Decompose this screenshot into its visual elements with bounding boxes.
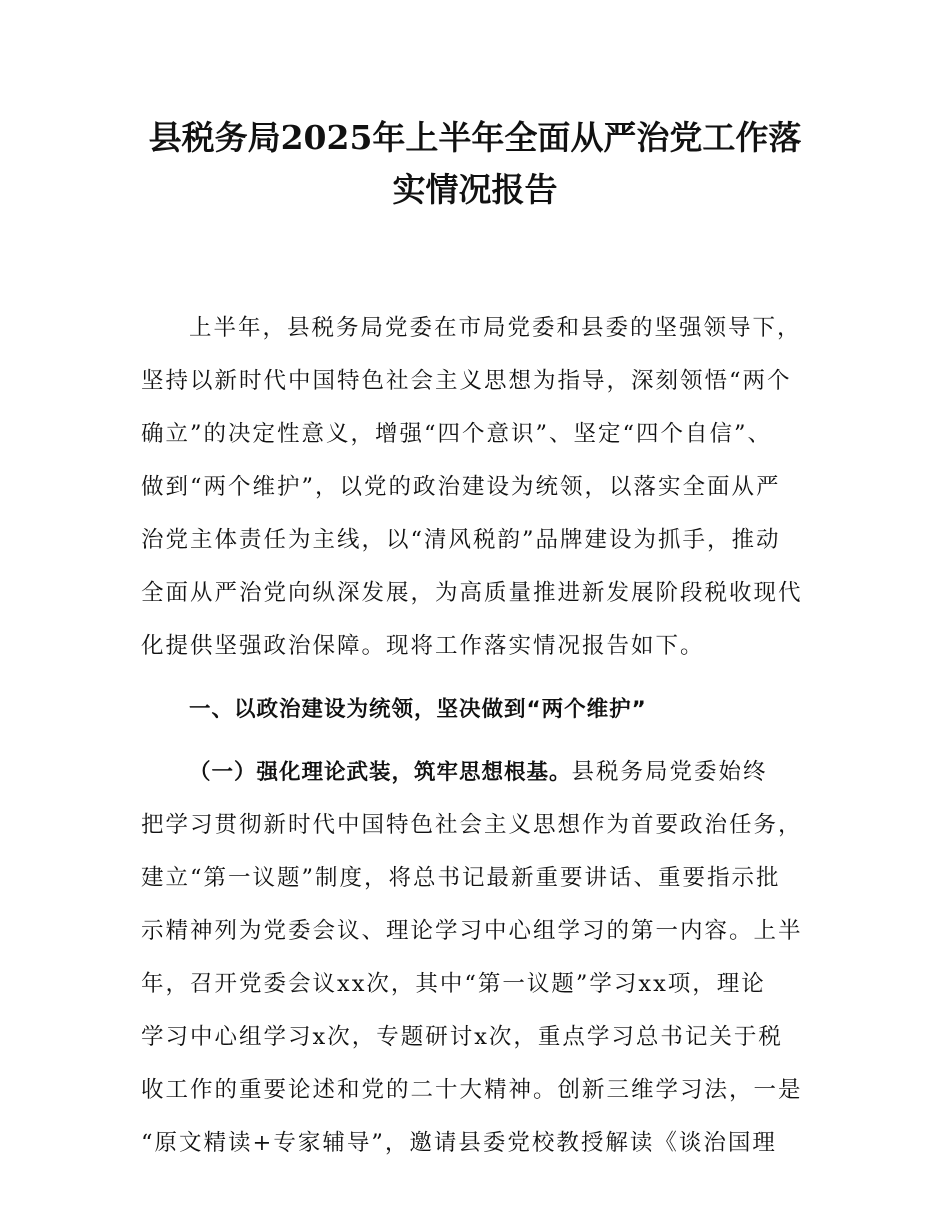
paragraph-line: 全面从严治党向纵深发展，为高质量推进新发展阶段税收现代	[141, 580, 803, 606]
paragraph-line: 建立“第一议题”制度，将总书记最新重要讲话、重要指示批	[141, 865, 781, 891]
subsection-paragraph	[141, 746, 821, 1170]
paragraph-line: 上半年，县税务局党委在市局党委和县委的坚强领导下，	[189, 315, 802, 341]
title-line-1: 县税务局2025年上半年全面从严治党工作落	[148, 118, 802, 157]
paragraph-line	[141, 746, 821, 799]
document-body	[141, 302, 821, 1170]
paragraph-gap	[141, 736, 821, 746]
paragraph-line: 治党主体责任为主线，以“清风税韵”品牌建设为抓手，推动	[141, 527, 781, 553]
intro-paragraph	[141, 302, 821, 673]
section-heading: 一、以政治建设为统领，坚决做到“两个维护”	[189, 697, 647, 722]
paragraph-line: “原文精读+专家辅导”，邀请县委党校教授解读《谈治国理	[141, 1130, 777, 1156]
subsection-heading: （一）强化理论武装，筑牢思想根基。	[189, 760, 572, 785]
document-title	[100, 112, 850, 216]
paragraph-gap	[141, 673, 821, 683]
paragraph-line: 把学习贯彻新时代中国特色社会主义思想作为首要政治任务，	[141, 812, 803, 838]
paragraph-line: 示精神列为党委会议、理论学习中心组学习的第一内容。上半	[141, 918, 803, 944]
paragraph-line: 学习中心组学习x次，专题研讨x次，重点学习总书记关于税	[141, 1024, 783, 1050]
paragraph-line: 确立”的决定性意义，增强“四个意识”、坚定“四个自信”、	[141, 421, 773, 447]
title-line-2: 实情况报告	[392, 170, 558, 209]
paragraph-line: 年，召开党委会议xx次，其中“第一议题”学习xx项，理论	[141, 971, 766, 997]
paragraph-line: 化提供坚强政治保障。现将工作落实情况报告如下。	[141, 633, 705, 659]
paragraph-line: 收工作的重要论述和党的二十大精神。创新三维学习法，一是	[141, 1077, 803, 1103]
paragraph-line: 坚持以新时代中国特色社会主义思想为指导，深刻领悟“两个	[141, 368, 792, 394]
paragraph-line: 做到“两个维护”，以党的政治建设为统领，以落实全面从严	[141, 474, 781, 500]
paragraph-text: 县税务局党委始终	[571, 759, 768, 785]
